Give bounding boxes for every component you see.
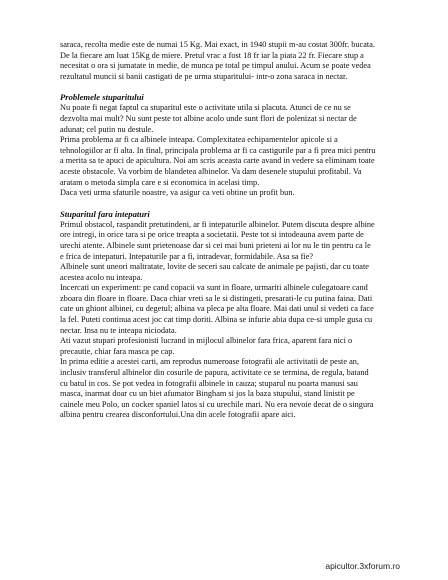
document-page bbox=[60, 40, 395, 421]
section-heading-problems: Problemele stuparitului bbox=[60, 92, 144, 103]
intro-paragraph: saraca, recolta medie este de numai 15 Kg. Mai exact, in 1940 stupii m-au costat 300fr. bucata. De la fiecare am luat 15Kg de miere. Pretul vrac a fost 18 fr iar la piata 22 fr. Fiecare stup a necesitat o ora si jumatate in medie, de munca pe total pe timpul anului. Acum se poate vedea rezultatul muncii si banii castigati de pe urma stuparitului- intr-o zona saraca in nectar. bbox=[60, 40, 375, 81]
section-paragraph-no-stings: Primul obstacol, raspandit pretutindeni, ar fi intepaturile albinelor. Putem discuta despre albine ore intregi, in orice tara si pe orice treapta a societatii. Peste tot si intodeauna avem parte de urechi atente. Albinele sunt prietenoase dar si cei mai buni prieteni ai lor nu le tin pentru ca le e frica de intepaturi. Intepaturile par a fi, intradevar, formidabile. Asa sa fie? Albinele sunt uneori maltratate, lovite de seceri sau calcate de animale pe pajisti, dar cu toate acestea acolo nu inteapa. Incercati un experiment: pe cand copacii va sunt in floare, urmariti albinele culegatoare cand zboara din floare in floare. Daca chiar vreti sa le si distingeti, presarati-le cu putina faina. Dati cate un ghiont albinei, cu degetul; albina va pleca pe alta floare. Mai dati unul si vedeti ca face la fel. Puteti continua acest joc cat timp doriti. Albina se infurie abia dupa ce-si umple gusa cu nectar. Insa nu te inteapa niciodata. Ati vazut stupari profesionisti lucrand in mijlocul albinelor fara frica, aparent fara nici o precautie, chiar fara masca pe cap. In prima editie a acestei carti, am reprodus numeroase fotografii ale activitatii de peste an, inclusiv transferul albinelor din cosurile de papura, activitate ce se termina, de regula, batand cu batul in cos. Se pot vedea in fotografii albinele in cauza; stuparul nu poarta manusi sau masca, inarmat doar cu un biet afumator Bingham si jos la baza stupului, stand linistit pe cainele meu Polo, un cocker spaniel latos si cu urechile mari. Nu era nevoie decat de o singura albina pentru crearea disconfortului.Una din acele fotografii apare aici. bbox=[60, 219, 375, 420]
footer-url: apicultor.3xforum.ro bbox=[325, 561, 400, 571]
section-paragraph-problems: Nu poate fi negat faptul ca stuparitul este o activitate utila si placuta. Atunci de ce nu se dezvolta mai mult? Nu sunt peste tot albine acolo unde sunt flori de polenizat si nectar de adunat; cel putin nu destule. Prima problema ar fi ca albinele inteapa. Complexitatea echipamentelor apicole si a tehnologiilor ar fi alta. In final, principala problema ar fi ca castigurile par a fi prea mici pentru a merita sa te apuci de apicultura. Noi am scris aceasta carte avand in vedere sa eliminam toate aceste obstacole. Va vorbim de blandetea albinelor. Va dam desenele stupului profitabil. Va aratam o metoda simpla care e si economica in acelasi timp. Daca veti urma sfaturile noastre, va asigur ca veti obtine un profit bun. bbox=[60, 103, 376, 198]
section-heading-no-stings: Stuparitul fara intepaturi bbox=[60, 208, 150, 219]
